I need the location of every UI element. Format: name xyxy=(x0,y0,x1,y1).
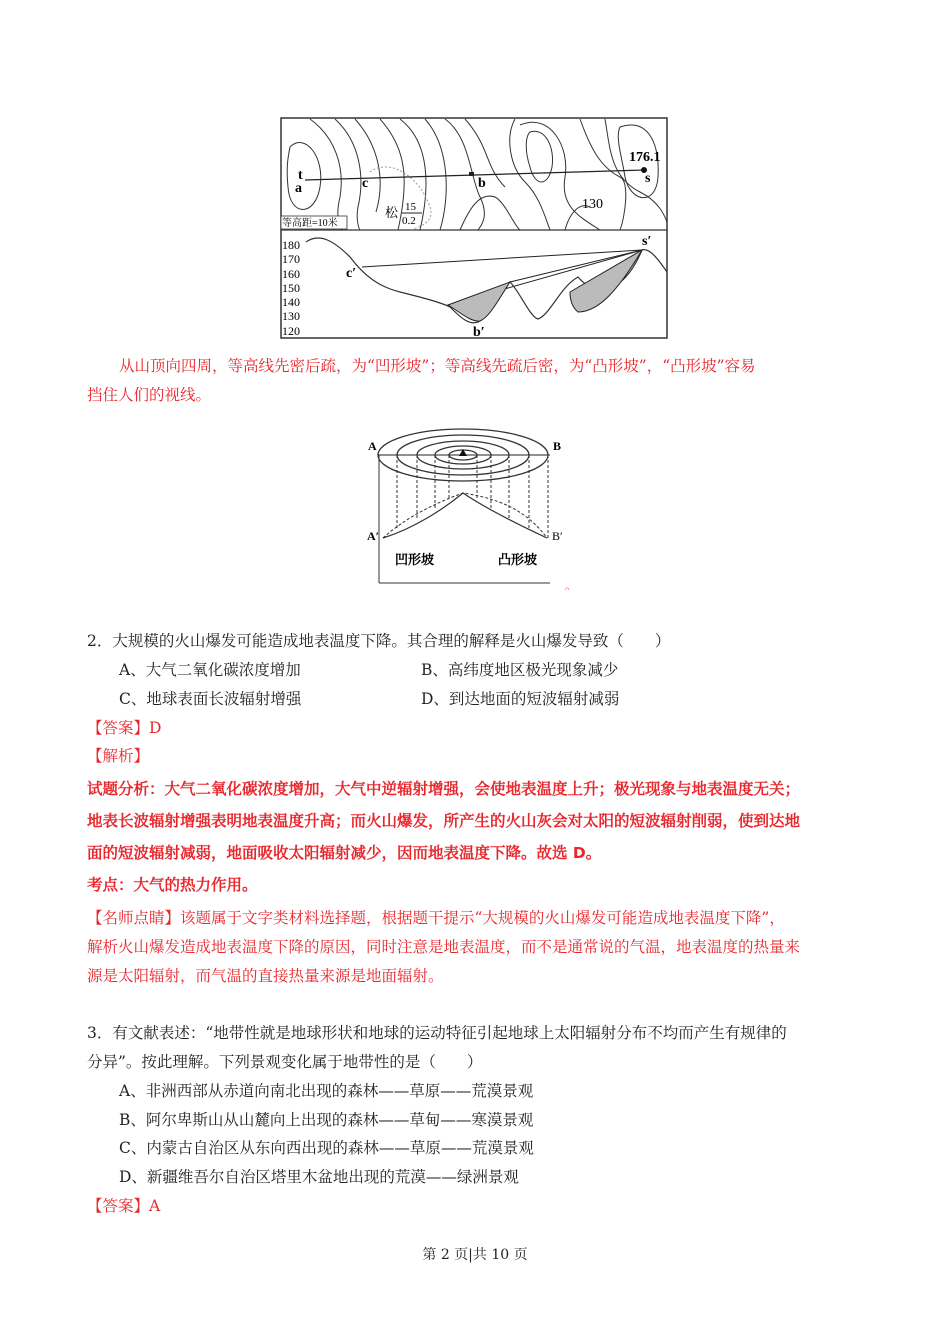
label-contour-130: 130 xyxy=(582,197,603,212)
q2-stem: 2．大规模的火山爆发可能造成地表温度下降。其合理的解释是火山爆发导致（ ） xyxy=(87,632,671,650)
q3-stem-line-2: 分异”。按此理解。下列景观变化属于地带性的是（ ） xyxy=(87,1053,483,1071)
svg-text:140: 140 xyxy=(282,295,300,309)
svg-text:170: 170 xyxy=(282,252,300,266)
contour-interval: 等高距=10米 xyxy=(282,218,338,229)
q3-option-c: C、内蒙古自治区从东向西出现的森林——草原——荒漠景观 xyxy=(119,1139,534,1157)
label-t: t xyxy=(298,168,303,183)
q2-option-a: A、大气二氧化碳浓度增加 xyxy=(119,661,301,679)
label-s: s xyxy=(645,171,651,186)
label-pine-den: 0.2 xyxy=(402,215,416,227)
q2-option-c: C、地球表面长波辐射增强 xyxy=(119,690,302,708)
q2-analysis-line-3: 面的短波辐射减弱，地面吸收太阳辐射减少，因而地表温度下降。故选 D。 xyxy=(87,844,602,862)
q3-answer: 【答案】A xyxy=(87,1197,161,1215)
q2-option-d: D、到达地面的短波辐射减弱 xyxy=(421,690,620,708)
q2-option-b: B、高纬度地区极光现象减少 xyxy=(421,661,619,679)
page-footer: 第 2 页|共 10 页 xyxy=(422,1247,528,1263)
label-pine: 松 xyxy=(385,205,399,220)
q3-option-b: B、阿尔卑斯山从山麓向上出现的森林——草甸——寒漠景观 xyxy=(119,1111,534,1129)
label-A: A xyxy=(368,439,377,453)
q2-analysis-line-2: 地表长波辐射增强表明地表温度升高；而火山爆发，所产生的火山灰会对太阳的短波辐射削弱，使到达地 xyxy=(87,812,801,830)
label-c-prime: c′ xyxy=(346,266,357,281)
svg-text:130: 130 xyxy=(282,309,300,323)
label-s-prime: s′ xyxy=(642,234,652,249)
q3-option-d: D、新疆维吾尔自治区塔里木盆地出现的荒漠——绿洲景观 xyxy=(119,1168,519,1186)
svg-text:180: 180 xyxy=(282,238,300,252)
q3-stem-line-1: 3．有文献表述：“地带性就是地球形状和地球的运动特征引起地球上太阳辐射分布不均而产生有规律的 xyxy=(87,1024,787,1042)
label-B-prime: B′ xyxy=(552,529,563,543)
slope-diagram-figure xyxy=(365,428,580,590)
svg-text:150: 150 xyxy=(282,281,300,295)
explanation-line-1: 从山顶向四周，等高线先密后疏，为“凹形坡”；等高线先疏后密，为“凸形坡”，“凸形坡”容易 xyxy=(119,357,756,375)
explanation-line-2: 挡住人们的视线。 xyxy=(87,386,212,404)
trailing-dot: 。 xyxy=(565,579,578,590)
svg-text:160: 160 xyxy=(282,267,300,281)
label-B: B xyxy=(553,439,562,453)
q2-tips-line-3: 源是太阳辐射，而气温的直接热量来源是地面辐射。 xyxy=(87,967,444,985)
label-pine-num: 15 xyxy=(405,201,416,213)
label-concave-slope: 凹形坡 xyxy=(395,552,435,567)
label-A-prime: A′ xyxy=(367,529,380,543)
label-b-prime: b′ xyxy=(473,325,485,339)
q2-answer: 【答案】D xyxy=(87,719,162,737)
label-a: a xyxy=(295,181,302,196)
q2-analysis-heading: 【解析】 xyxy=(87,747,150,765)
label-peak: 176.1 xyxy=(629,150,661,165)
svg-text:120: 120 xyxy=(282,324,300,338)
q2-tips-line-1: 【名师点睛】该题属于文字类材料选择题，根据题干提示“大规模的火山爆发可能造成地表温度下降”， xyxy=(87,909,785,927)
label-b: b xyxy=(478,176,486,191)
q3-option-a: A、非洲西部从赤道向南北出现的森林——草原——荒漠景观 xyxy=(119,1082,534,1100)
label-c: c xyxy=(362,176,369,191)
q2-analysis-line-1: 试题分析：大气二氧化碳浓度增加，大气中逆辐射增强，会使地表温度上升；极光现象与地表温度无关； xyxy=(87,780,801,798)
q2-key-point: 考点：大气的热力作用。 xyxy=(87,876,258,894)
contour-map-figure xyxy=(280,117,668,339)
q2-tips-line-2: 解析火山爆发造成地表温度下降的原因，同时注意是地表温度，而不是通常说的气温，地表温度的热量来 xyxy=(87,938,801,956)
label-convex-slope: 凸形坡 xyxy=(498,552,538,567)
